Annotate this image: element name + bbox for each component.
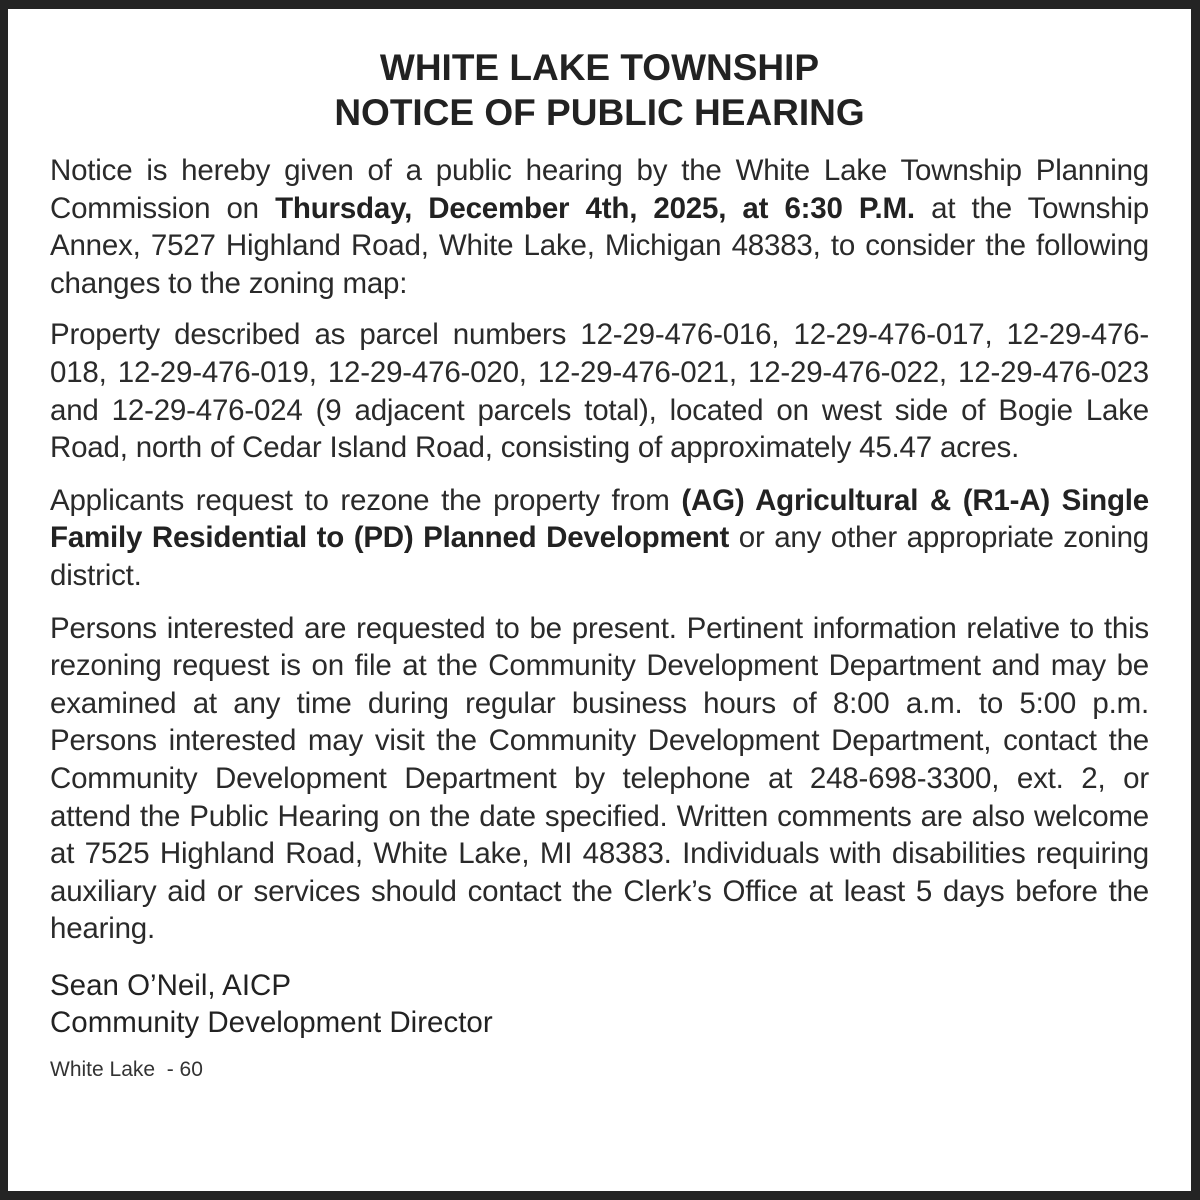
signature-block [50, 967, 1149, 1042]
hearing-intro-text: Notice is hereby given of a public hearing by the White Lake Township Planning Commission on [50, 154, 1149, 225]
notice-frame [8, 9, 1191, 1191]
notice-header [50, 45, 1149, 135]
rezoning-outro-text: or any other appropriate zoning district. [50, 521, 1149, 592]
property-description-paragraph: Property described as parcel numbers 12-29-476-016, 12-29-476-017, 12-29-476-018, 12-29-476-019, 12-29-476-020, 12-29-476-021, 12-29-476-022, 12-29-476-023 and 12-29-476-024 (9 adjacent parcels total), located on west side of Bogie Lake Road, north of Cedar Island Road, consisting of approximately 45.47 acres. [50, 318, 1149, 465]
notice-content [50, 9, 1149, 1083]
notice-title-line1: WHITE LAKE TOWNSHIP [379, 47, 820, 88]
rezoning-request-paragraph [50, 482, 1149, 595]
signature-name: Sean O’Neil, AICP [50, 968, 292, 1002]
page-footer: White Lake - 60 [50, 1058, 203, 1082]
zoning-change-text: (AG) Agricultural & (R1-A) Single Family Residential to (PD) Planned Development [50, 483, 1149, 555]
public-information-paragraph: Persons interested are requested to be present. Pertinent information relative to this rezoning request is on file at the Community Development Department and may be examined at any time during regular business hours of 8:00 a.m. to 5:00 p.m. Persons interested may visit the Community Development Department, contact the Community Development Department by telephone at 248-698-3300, ext. 2, or attend the Public Hearing on the date specified. Written comments are also welcome at 7525 Highland Road, White Lake, MI 48383. Individuals with disabilities requiring auxiliary aid or services should contact the Clerk’s Office at least 5 days before the hearing. [50, 611, 1149, 946]
hearing-location-text: at the Township Annex, 7527 Highland Road, White Lake, Michigan 48383, to consider the following changes to the zoning map: [50, 191, 1150, 300]
rezoning-intro-text: Applicants request to rezone the property from [50, 483, 682, 517]
hearing-date-time: Thursday, December 4th, 2025, at 6:30 P.M. [275, 191, 915, 225]
signature-title: Community Development Director [50, 1006, 493, 1040]
hearing-notice-paragraph [50, 152, 1149, 302]
notice-title-line2: NOTICE OF PUBLIC HEARING [334, 92, 865, 133]
